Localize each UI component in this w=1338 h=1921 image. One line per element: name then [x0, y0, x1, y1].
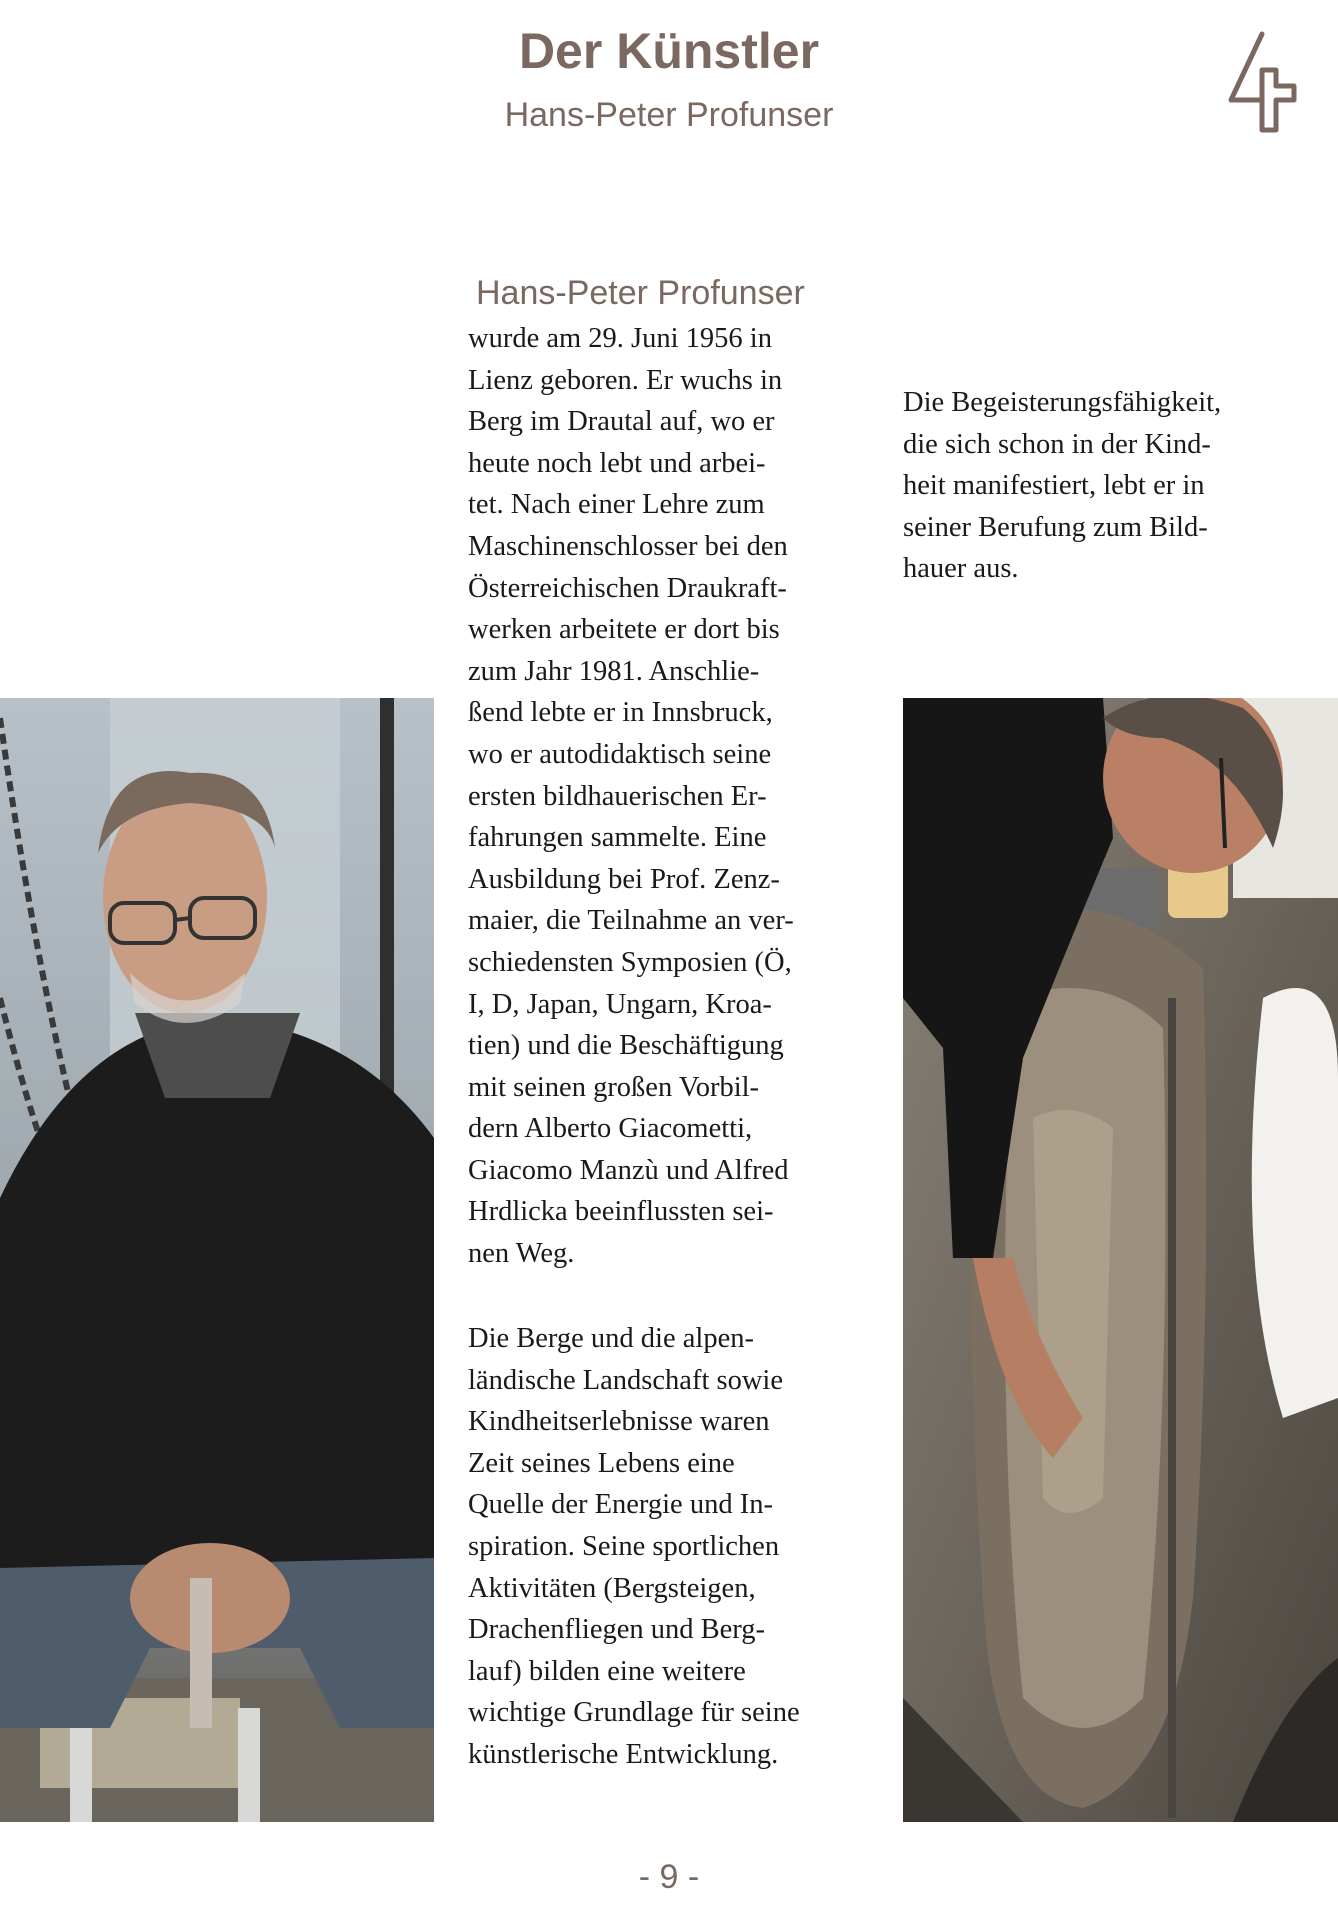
- artist-working-photo: [903, 698, 1338, 1822]
- text-line: Berg im Drautal auf, wo er: [468, 406, 775, 438]
- text-line: schiedensten Symposien (Ö,: [468, 946, 792, 978]
- text-line: fahrungen sammelte. Eine: [468, 822, 767, 854]
- text-line: spiration. Seine sportlichen: [468, 1530, 780, 1562]
- text-line: ersten bildhauerischen Er-: [468, 780, 767, 812]
- text-line: wichtige Grundlage für seine: [468, 1697, 800, 1729]
- text-line: I, D, Japan, Ungarn, Kroa-: [468, 988, 772, 1020]
- biography-column-2: [468, 1318, 878, 1776]
- page-title: Der Künstler: [518, 23, 820, 79]
- text-line: tet. Nach einer Lehre zum: [468, 489, 765, 521]
- text-line: Die Begeisterungsfähigkeit,: [903, 387, 1222, 418]
- text-line: Lienz geboren. Er wuchs in: [468, 364, 783, 396]
- biography-column-1: [468, 318, 878, 1275]
- text-line: ßend lebte er in Innsbruck,: [468, 697, 773, 729]
- text-line: Aktivitäten (Bergsteigen,: [468, 1572, 756, 1604]
- text-line: Österreichischen Draukraft-: [468, 572, 787, 604]
- text-line: tien) und die Beschäftigung: [468, 1030, 784, 1062]
- text-line: Hrdlicka beeinflussten sei-: [468, 1196, 774, 1228]
- text-line: heit manifestiert, lebt er in: [903, 470, 1205, 502]
- text-line: Ausbildung bei Prof. Zenz-: [468, 863, 780, 895]
- text-line: Die Berge und die alpen-: [468, 1323, 754, 1354]
- text-line: werken arbeitete er dort bis: [468, 614, 780, 646]
- page-number: - 9 -: [638, 1858, 700, 1896]
- text-line: wurde am 29. Juni 1956 in: [468, 323, 772, 354]
- text-line: zum Jahr 1981. Anschlie-: [468, 655, 760, 687]
- biography-column-3: [903, 382, 1323, 590]
- text-line: maier, die Teilnahme an ver-: [468, 905, 794, 937]
- text-line: seiner Berufung zum Bild-: [903, 511, 1208, 543]
- text-line: Kindheitserlebnisse waren: [468, 1406, 770, 1438]
- text-line: heute noch lebt und arbei-: [468, 447, 766, 479]
- text-line: lauf) bilden eine weitere: [468, 1655, 746, 1687]
- text-line: Drachenfliegen und Berg-: [468, 1614, 766, 1646]
- text-line: die sich schon in der Kind-: [903, 428, 1211, 460]
- text-line: dern Alberto Giacometti,: [468, 1113, 753, 1145]
- intro-artist-name: Hans-Peter Profunser: [476, 274, 805, 312]
- page-subtitle: Hans-Peter Profunser: [504, 96, 834, 134]
- text-line: mit seinen großen Vorbil-: [468, 1071, 760, 1103]
- text-line: künstlerische Entwicklung.: [468, 1738, 779, 1770]
- text-line: Zeit seines Lebens eine: [468, 1447, 735, 1479]
- text-line: ländische Landschaft sowie: [468, 1364, 783, 1396]
- text-line: nen Weg.: [468, 1238, 575, 1270]
- four-cross-logo-icon: [1226, 30, 1306, 138]
- text-line: wo er autodidaktisch seine: [468, 738, 772, 770]
- text-line: hauer aus.: [903, 553, 1019, 585]
- text-line: Quelle der Energie und In-: [468, 1489, 773, 1521]
- text-line: Maschinenschlosser bei den: [468, 530, 788, 562]
- text-line: Giacomo Manzù und Alfred: [468, 1154, 789, 1186]
- artist-portrait-photo: [0, 698, 434, 1822]
